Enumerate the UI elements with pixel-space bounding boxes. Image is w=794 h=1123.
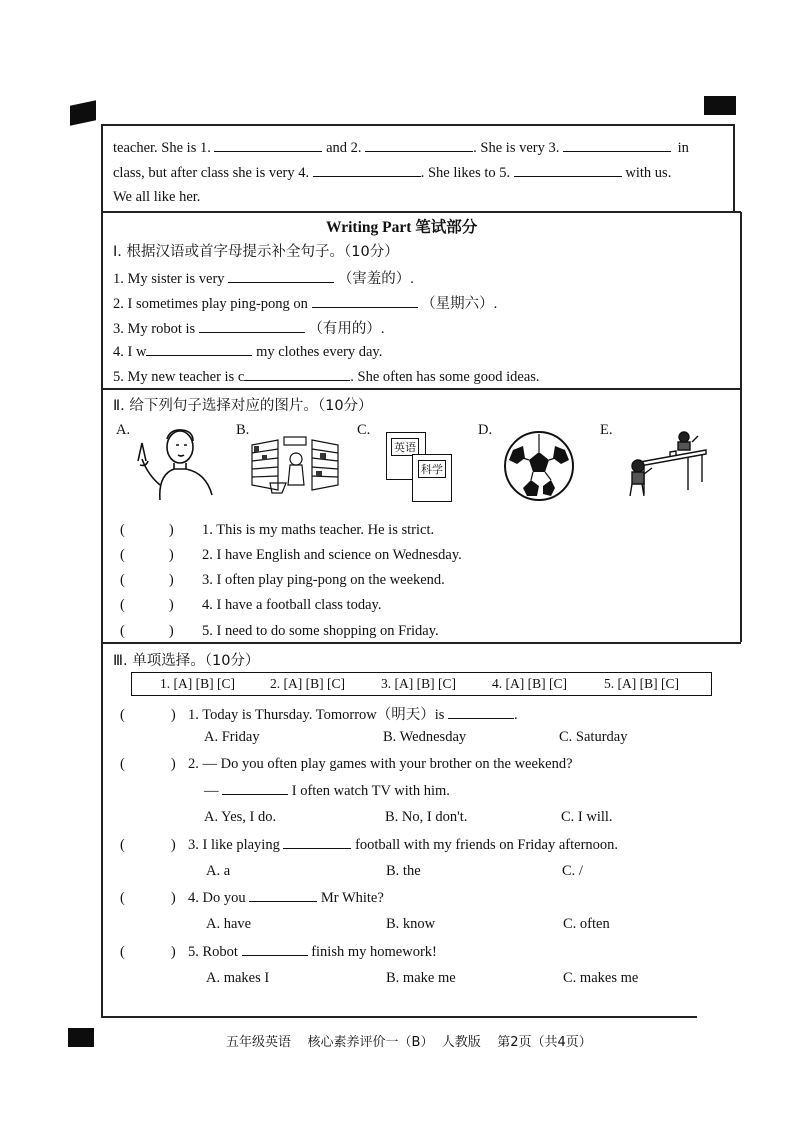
picture-letter-e: E.	[600, 422, 613, 438]
picture-letter-c: C.	[357, 422, 371, 438]
teacher-pointing-icon	[130, 425, 220, 500]
section1-item-2: 2. I sometimes play ping-pong on （星期六）.	[113, 296, 498, 312]
answer-box	[131, 672, 712, 696]
divider-1	[101, 211, 741, 213]
q1-option-b[interactable]: B. Wednesday	[383, 729, 467, 745]
q5-option-c[interactable]: C. makes me	[563, 970, 639, 986]
answer-option-3[interactable]: 3. [A] [B] [C]	[381, 676, 456, 691]
passage-line-3: We all like her.	[113, 189, 201, 205]
q4-option-b[interactable]: B. know	[386, 916, 436, 932]
registration-mark-top-right	[704, 96, 736, 115]
q2-answer-line: — I often watch TV with him.	[204, 783, 450, 799]
q4-option-a[interactable]: A. have	[206, 916, 252, 932]
answer-option-2[interactable]: 2. [A] [B] [C]	[270, 676, 345, 691]
q5-option-b[interactable]: B. make me	[386, 970, 456, 986]
q3-stem: ( ) 3. I like playing football with my friends on Friday afternoon.	[120, 837, 619, 853]
divider-3	[101, 642, 741, 644]
section2-item-5: ( ) 5. I need to do some shopping on Friday.	[120, 623, 439, 639]
section2-item-2: ( ) 2. I have English and science on Wednesday.	[120, 547, 462, 563]
football-icon	[503, 430, 575, 502]
q5-stem: ( ) 5. Robot finish my homework!	[120, 944, 437, 960]
q1-option-a[interactable]: A. Friday	[204, 729, 260, 745]
ping-pong-icon	[620, 430, 712, 502]
answer-option-4[interactable]: 4. [A] [B] [C]	[492, 676, 567, 691]
answer-option-1[interactable]: 1. [A] [B] [C]	[160, 676, 235, 691]
picture-letter-d: D.	[478, 422, 493, 438]
q3-option-c[interactable]: C. /	[562, 863, 583, 879]
q3-option-a[interactable]: A. a	[206, 863, 231, 879]
section1-item-1: 1. My sister is very （害羞的）.	[113, 271, 414, 287]
page-footer: 五年级英语 核心素养评价一（B） 人教版 第2页（共4页）	[226, 1035, 592, 1050]
shopping-girl-icon	[250, 435, 340, 495]
section1-heading: Ⅰ. 根据汉语或首字母提示补全句子。（10分）	[113, 244, 399, 260]
q4-stem: ( ) 4. Do you Mr White?	[120, 890, 384, 906]
passage-line-1: teacher. She is 1. and 2. . She is very 3. in	[113, 140, 689, 156]
book-english-label: 英语	[391, 438, 419, 456]
picture-letter-a: A.	[116, 422, 131, 438]
divider-2	[101, 388, 741, 390]
section1-item-5: 5. My new teacher is c . She often has some good ideas.	[113, 369, 540, 385]
section2-item-3: ( ) 3. I often play ping-pong on the weekend.	[120, 572, 445, 588]
frame-right-2	[740, 212, 742, 642]
q2-stem: ( ) 2. — Do you often play games with your brother on the weekend?	[120, 756, 573, 772]
q4-option-c[interactable]: C. often	[563, 916, 610, 932]
frame-top	[101, 124, 734, 126]
picture-letter-b: B.	[236, 422, 250, 438]
section2-item-4: ( ) 4. I have a football class today.	[120, 597, 382, 613]
section2-item-1: ( ) 1. This is my maths teacher. He is strict.	[120, 522, 435, 538]
books-icon	[382, 430, 454, 502]
q1-stem: ( ) 1. Today is Thursday. Tomorrow（明天）is .	[120, 707, 518, 723]
frame-bottom	[101, 1016, 697, 1018]
q2-option-b[interactable]: B. No, I don't.	[385, 809, 468, 825]
answer-option-5[interactable]: 5. [A] [B] [C]	[604, 676, 679, 691]
q2-option-a[interactable]: A. Yes, I do.	[204, 809, 277, 825]
q1-option-c[interactable]: C. Saturday	[559, 729, 628, 745]
writing-part-title: Writing Part 笔试部分	[326, 219, 478, 236]
frame-left	[101, 124, 103, 1017]
q3-option-b[interactable]: B. the	[386, 863, 421, 879]
frame-right	[733, 124, 735, 212]
q5-option-a[interactable]: A. makes I	[206, 970, 270, 986]
section2-heading: Ⅱ. 给下列句子选择对应的图片。（10分）	[113, 398, 373, 414]
q2-option-c[interactable]: C. I will.	[561, 809, 613, 825]
passage-line-2: class, but after class she is very 4. . She likes to 5. with us.	[113, 165, 672, 181]
registration-mark-top-left	[70, 100, 96, 126]
book-science-label: 科学	[418, 460, 446, 478]
registration-mark-bottom-left	[68, 1028, 94, 1047]
section1-item-3: 3. My robot is （有用的）.	[113, 321, 385, 337]
section1-item-4: 4. I w my clothes every day.	[113, 344, 383, 360]
section3-heading: Ⅲ. 单项选择。（10分）	[113, 653, 260, 669]
